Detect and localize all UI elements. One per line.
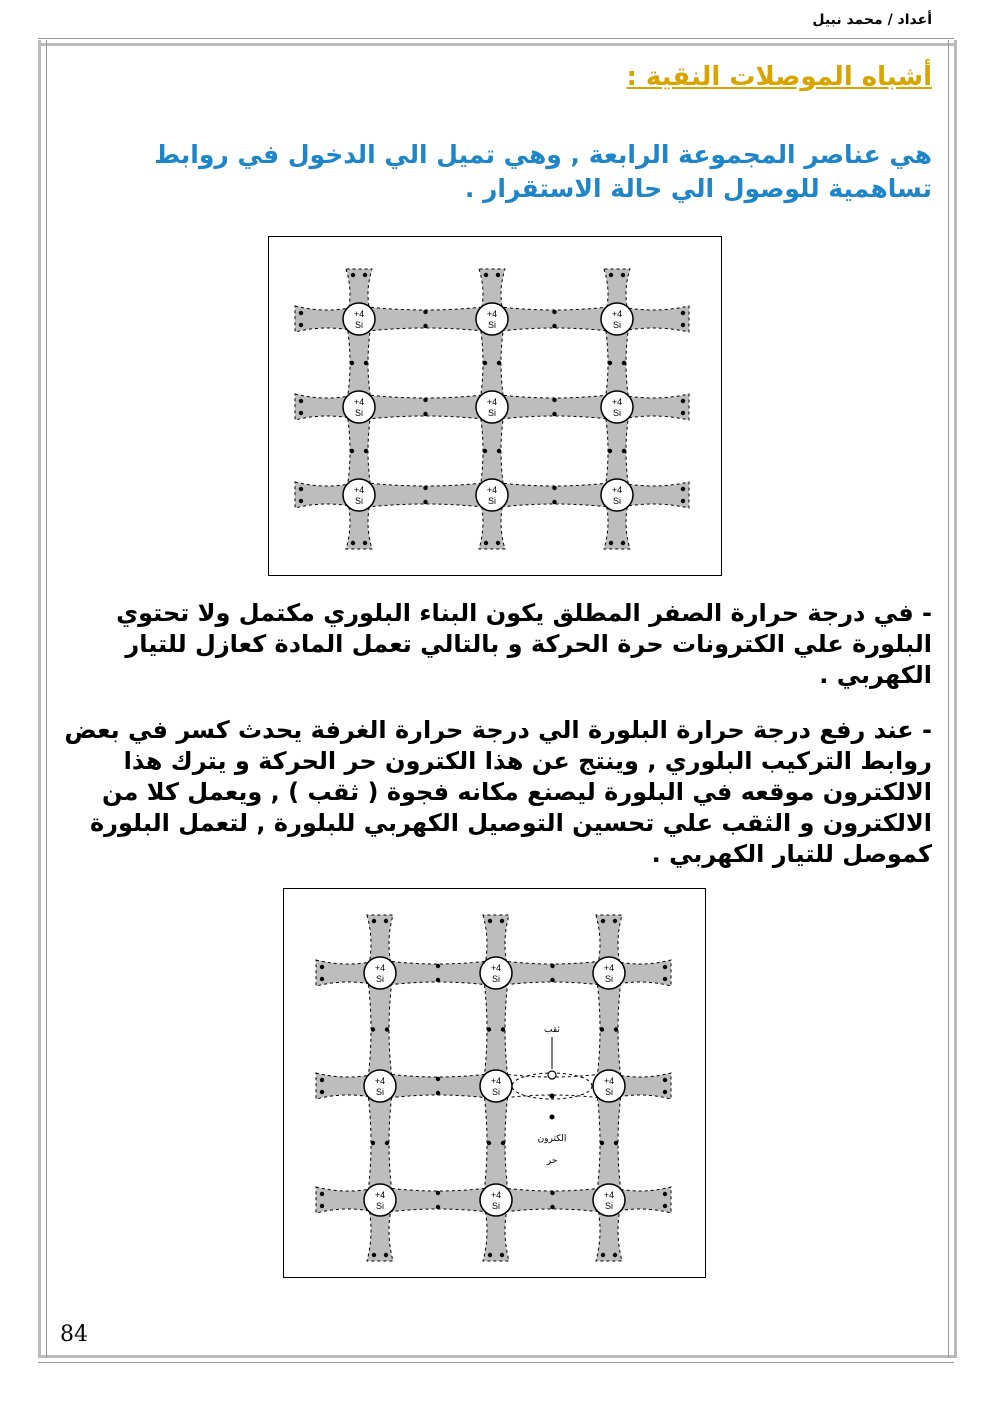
electron-dot [299,311,303,315]
atom-charge-label: +4 [374,963,386,973]
electron-dot [496,541,500,545]
atom-symbol-label: Si [612,496,622,506]
electron-dot [609,541,613,545]
page-border-right [948,40,957,1358]
atom-charge-label: +4 [490,963,502,973]
silicon-atom [593,1070,625,1102]
free-electron-label: الكترون [537,1134,567,1144]
electron-dot [663,965,667,969]
author-credit: أعداد / محمد نبيل [812,12,932,28]
electron-dot [614,1141,618,1145]
electron-dot [550,964,554,968]
silicon-atom [476,303,508,335]
electron-dot [552,398,556,402]
silicon-atom [343,479,375,511]
electron-dot [299,487,303,491]
atom-charge-label: +4 [486,309,498,319]
electron-dot [663,1090,667,1094]
silicon-atom [601,391,633,423]
atom-symbol-label: Si [487,320,497,330]
electron-dot [497,449,501,453]
page-number: 84 [60,1322,88,1347]
atom-symbol-label: Si [491,1087,501,1097]
electron-dot [385,1141,389,1145]
electron-dot [681,411,685,415]
atom-charge-label: +4 [490,1190,502,1200]
electron-dot [663,1078,667,1082]
electron-dot [613,919,617,923]
free-electron-dot [550,1115,555,1120]
crystal-lattice-figure [268,236,722,576]
electron-dot [663,1204,667,1208]
silicon-atom [476,479,508,511]
electron-dot [609,273,613,277]
section-heading: أشباه الموصلات النقية : [626,62,932,92]
electron-dot [363,273,367,277]
electron-dot [608,449,612,453]
electron-dot [436,978,440,982]
atom-symbol-label: Si [375,974,385,984]
silicon-atom [343,303,375,335]
electron-dot [600,1027,604,1031]
electron-dot [552,324,556,328]
electron-dot [552,310,556,314]
electron-dot [550,1191,554,1195]
electron-dot [320,1078,324,1082]
electron-dot [320,965,324,969]
electron-dot [500,919,504,923]
electron-dot [663,977,667,981]
atom-charge-label: +4 [603,1076,615,1086]
silicon-atom [601,303,633,335]
electron-dot [351,541,355,545]
atom-symbol-label: Si [487,408,497,418]
atom-charge-label: +4 [374,1076,386,1086]
electron-dot [601,1253,605,1257]
electron-dot [484,541,488,545]
silicon-atom [364,1184,396,1216]
electron-dot [552,500,556,504]
electron-dot [364,449,368,453]
electron-dot [483,361,487,365]
silicon-atom [593,1184,625,1216]
crystal-lattice-svg [269,237,721,575]
electron-dot [681,311,685,315]
electron-dot [436,1191,440,1195]
atom-symbol-label: Si [354,320,364,330]
electron-dot [436,964,440,968]
page-border-top [38,38,954,46]
electron-dot [423,398,427,402]
electron-dot [320,1090,324,1094]
electron-dot [622,361,626,365]
atom-charge-label: +4 [353,397,365,407]
atom-charge-label: +4 [353,309,365,319]
electron-dot [436,1091,440,1095]
atom-symbol-label: Si [612,408,622,418]
silicon-atom [476,391,508,423]
free-electron-label: حر [546,1156,558,1166]
electron-dot [621,541,625,545]
electron-dot [423,500,427,504]
electron-dot [299,499,303,503]
atom-charge-label: +4 [353,485,365,495]
page-border-left [38,40,47,1358]
electron-dot [372,1253,376,1257]
electron-dot [681,399,685,403]
atom-charge-label: +4 [611,485,623,495]
electron-dot [299,399,303,403]
atom-symbol-label: Si [375,1201,385,1211]
atom-symbol-label: Si [487,496,497,506]
atom-charge-label: +4 [611,309,623,319]
electron-dot [384,919,388,923]
electron-dot [663,1192,667,1196]
atom-charge-label: +4 [603,1190,615,1200]
electron-dot [364,361,368,365]
atom-charge-label: +4 [374,1190,386,1200]
paragraph-absolute-zero: - في درجة حرارة الصفر المطلق يكون البناء البلوري مكتمل ولا تحتوي البلورة علي الكترونات حرة الحركة و بالتالي تعمل المادة كعازل للتيار الكهربي . [116,599,932,689]
paragraph-room-temperature: - عند رفع درجة حرارة البلورة الي درجة حرارة الغرفة يحدث كسر في بعض روابط التركيب البلوري , وينتج عن هذا الكترون حر الحركة و يترك هذا الالكترون موقعه في البلورة ليصنع مكانه فجوة ( ثقب ) , ويعمل كلا من الالكترون و الثقب علي تحسين التوصيل الكهربي للبلورة , لتعمل البلورة كموصل للتيار الكهربي . [64,716,932,868]
electron-dot [351,273,355,277]
electron-dot [550,1205,554,1209]
broken-bond-lattice-svg [284,889,705,1277]
electron-dot [500,1253,504,1257]
electron-dot [436,1077,440,1081]
electron-dot [436,1205,440,1209]
atom-charge-label: +4 [603,963,615,973]
silicon-atom [480,1184,512,1216]
silicon-atom [364,1070,396,1102]
electron-dot [423,310,427,314]
electron-dot [487,1027,491,1031]
hole-marker [548,1071,556,1079]
silicon-atom [480,1070,512,1102]
electron-dot [372,919,376,923]
electron-dot [501,1027,505,1031]
electron-dot [423,486,427,490]
silicon-atom [593,957,625,989]
electron-dot [350,449,354,453]
electron-dot [484,273,488,277]
electron-dot [423,412,427,416]
atom-symbol-label: Si [491,974,501,984]
electron-dot [601,919,605,923]
atom-symbol-label: Si [612,320,622,330]
electron-dot [385,1027,389,1031]
electron-dot [384,1253,388,1257]
atom-charge-label: +4 [490,1076,502,1086]
electron-dot [622,449,626,453]
broken-bond-lattice-figure [283,888,706,1278]
atom-symbol-label: Si [604,974,614,984]
atom-symbol-label: Si [354,408,364,418]
silicon-atom [364,957,396,989]
electron-dot [681,487,685,491]
electron-dot [550,978,554,982]
electron-dot [350,361,354,365]
atom-symbol-label: Si [354,496,364,506]
atom-charge-label: +4 [611,397,623,407]
electron-dot [363,541,367,545]
electron-dot [621,273,625,277]
atom-symbol-label: Si [604,1087,614,1097]
electron-dot [483,449,487,453]
electron-dot [614,1027,618,1031]
electron-dot [299,411,303,415]
atom-charge-label: +4 [486,397,498,407]
electron-dot [423,324,427,328]
electron-dot [299,323,303,327]
electron-dot [320,1192,324,1196]
electron-dot [320,977,324,981]
electron-dot [613,1253,617,1257]
electron-dot [552,412,556,416]
electron-dot [488,1253,492,1257]
atom-symbol-label: Si [604,1201,614,1211]
electron-dot [552,486,556,490]
electron-dot [600,1141,604,1145]
electron-dot [681,499,685,503]
silicon-atom [480,957,512,989]
atom-symbol-label: Si [491,1201,501,1211]
electron-dot [497,361,501,365]
electron-dot [496,273,500,277]
electron-dot [487,1141,491,1145]
electron-dot [501,1141,505,1145]
free-electron-dot [550,1094,555,1099]
electron-dot [681,323,685,327]
atom-symbol-label: Si [375,1087,385,1097]
hole-label: ثقب [544,1025,560,1035]
silicon-atom [343,391,375,423]
page-border-bottom [38,1355,954,1363]
electron-dot [488,919,492,923]
silicon-atom [601,479,633,511]
electron-dot [371,1141,375,1145]
intro-paragraph: هي عناصر المجموعة الرابعة , وهي تميل الي الدخول في روابط تساهمية للوصول الي حالة الاستقرار . [154,140,932,203]
electron-dot [320,1204,324,1208]
electron-dot [608,361,612,365]
atom-charge-label: +4 [486,485,498,495]
electron-dot [371,1027,375,1031]
